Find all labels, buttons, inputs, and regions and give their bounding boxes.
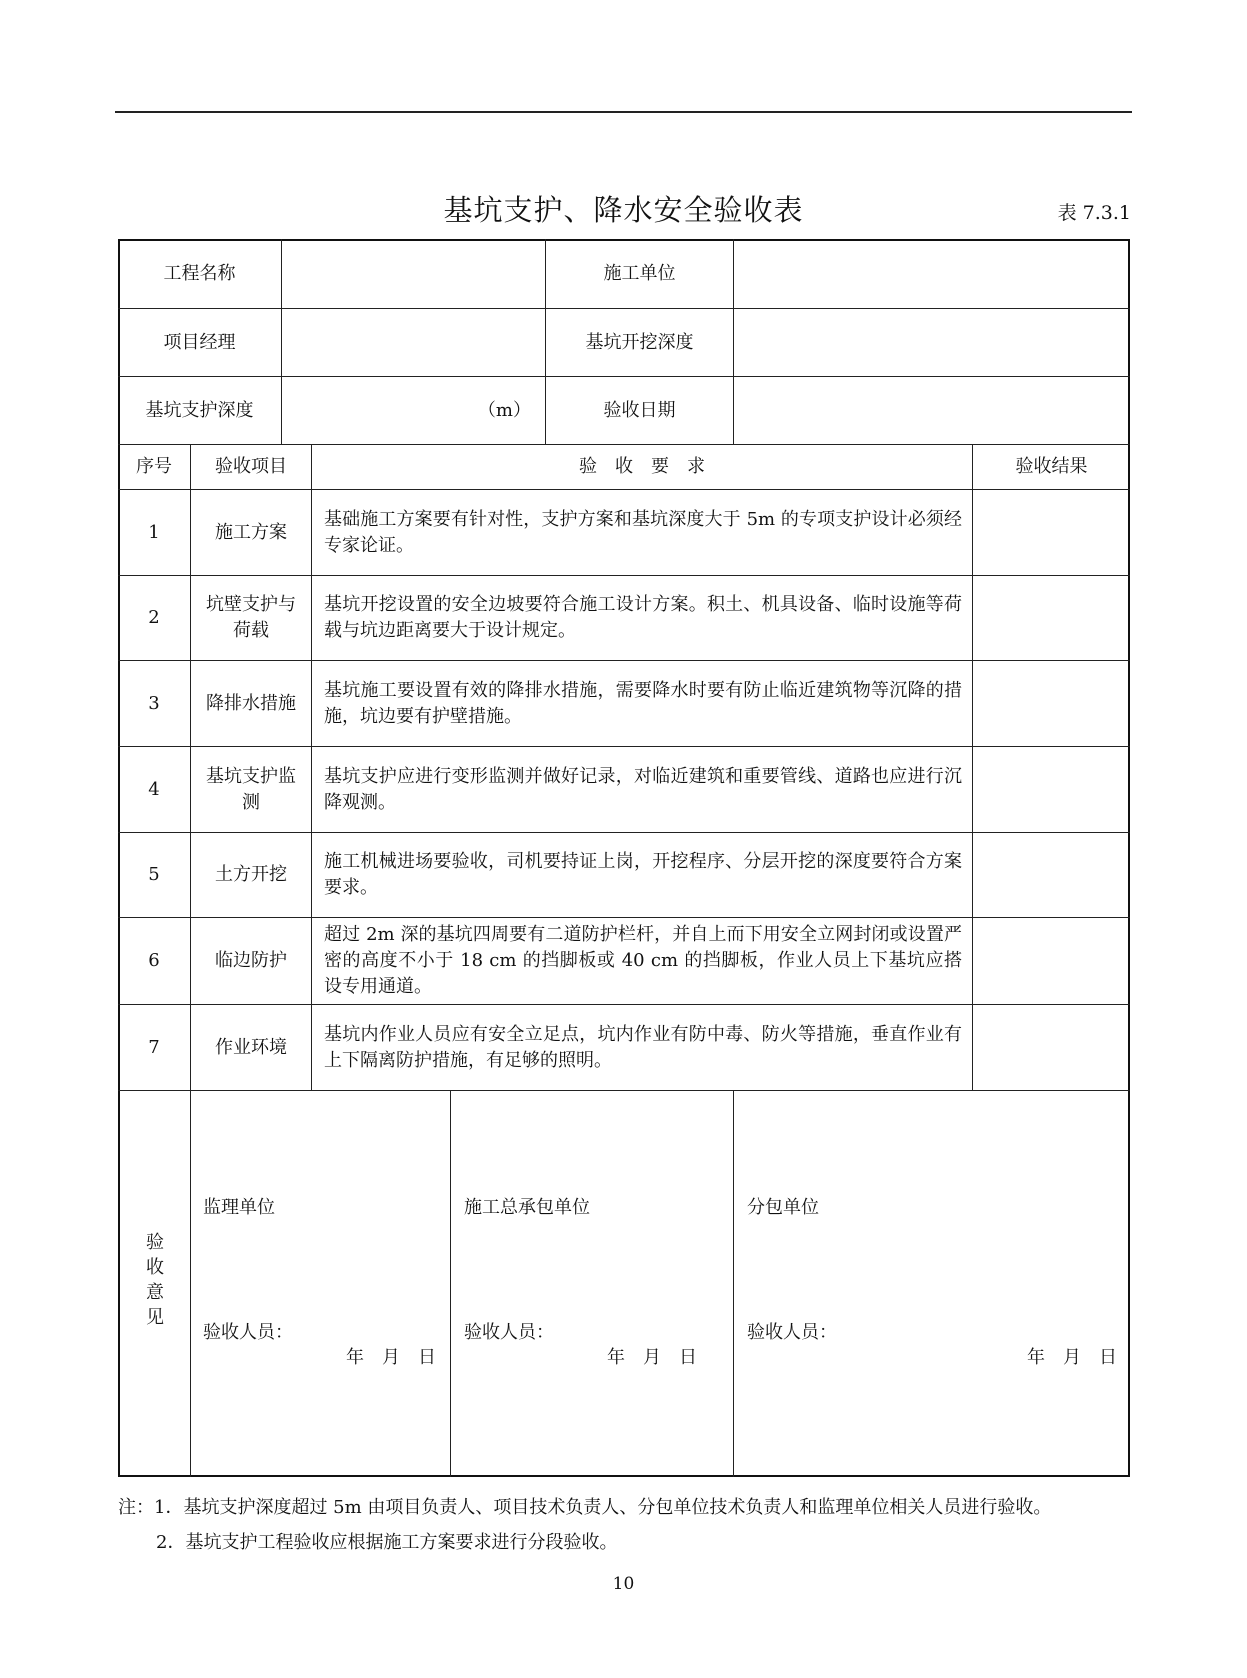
supervisor-inspector-label[interactable]: 验收人员：	[203, 1322, 293, 1343]
row-seq: 3	[148, 692, 160, 714]
column-header-seq: 序号	[136, 456, 172, 477]
row-seq: 2	[148, 607, 160, 628]
row-result-field[interactable]	[973, 490, 1130, 575]
column-header-result: 验收结果	[1015, 456, 1088, 477]
row-seq: 7	[148, 1036, 160, 1058]
row-seq: 6	[148, 950, 160, 971]
table-number: 表 7.3.1	[1057, 202, 1131, 224]
support-depth-field[interactable]	[282, 377, 545, 444]
col-divider	[733, 1090, 734, 1477]
subcontractor-inspector-label[interactable]: 验收人员：	[747, 1322, 837, 1343]
row-item: 坑壁支护与荷载	[206, 594, 296, 641]
page-number: 10	[612, 1574, 635, 1594]
col-divider	[190, 1090, 191, 1477]
row-requirement: 基坑内作业人员应有安全立足点，坑内作业有防中毒、防火等措施，垂直作业有上下隔离防护措施，有足够的照明。	[324, 1023, 962, 1071]
column-header-item: 验收项目	[215, 456, 287, 477]
notes	[118, 1490, 1051, 1560]
row-item: 降排水措施	[206, 692, 296, 714]
note-2: 2．基坑支护工程验收应根据施工方案要求进行分段验收。	[156, 1532, 618, 1553]
row-requirement: 基坑施工要设置有效的降排水措施，需要降水时要有防止临近建筑物等沉降的措施，坑边要有护壁措施。	[324, 679, 962, 727]
row-result-field[interactable]	[973, 918, 1130, 1004]
general-contractor-inspector-label[interactable]: 验收人员：	[464, 1322, 554, 1343]
row-item: 施工方案	[215, 521, 287, 543]
project-name-field[interactable]	[282, 239, 545, 308]
row-seq: 5	[148, 864, 160, 885]
manager-label: 项目经理	[163, 331, 236, 353]
subcontractor-label: 分包单位	[747, 1197, 819, 1218]
col-divider	[450, 1090, 451, 1477]
row-requirement: 超过 2m 深的基坑四周要有二道防护栏杆，并自上而下用安全立网封闭或设置严密的高度不小于 18 cm 的挡脚板或 40 cm 的挡脚板，作业人员上下基坑应搭设专用通道。	[324, 924, 962, 997]
row-item: 临边防护	[215, 950, 287, 971]
column-header-requirement: 验 收 要 求	[579, 456, 705, 477]
support-depth-label: 基坑支护深度	[145, 399, 254, 421]
manager-field[interactable]	[282, 309, 545, 376]
row-seq: 4	[148, 778, 160, 800]
support-depth-unit: （m）	[477, 399, 531, 421]
row-item: 土方开挖	[215, 864, 287, 885]
acceptance-date-label: 验收日期	[603, 399, 676, 421]
acceptance-date-field[interactable]	[734, 377, 1130, 444]
row-result-field[interactable]	[973, 1005, 1130, 1090]
row-result-field[interactable]	[973, 747, 1130, 832]
row-item: 作业环境	[215, 1036, 287, 1058]
general-contractor-label: 施工总承包单位	[464, 1197, 590, 1218]
row-requirement: 基础施工方案要有针对性，支护方案和基坑深度大于 5m 的专项支护设计必须经专家论证。	[324, 508, 962, 556]
project-name-label: 工程名称	[163, 262, 236, 284]
excavation-depth-field[interactable]	[734, 309, 1130, 376]
subcontractor-date-label[interactable]: 年 月 日	[1027, 1347, 1117, 1368]
acceptance-opinion-label: 验收意见	[146, 1232, 164, 1328]
row-seq: 1	[148, 521, 160, 543]
row-divider	[118, 1090, 1130, 1091]
header-rule	[115, 111, 1132, 113]
excavation-depth-label: 基坑开挖深度	[585, 331, 694, 353]
row-requirement: 基坑支护应进行变形监测并做好记录，对临近建筑和重要管线、道路也应进行沉降观测。	[324, 765, 962, 813]
row-requirement: 基坑开挖设置的安全边坡要符合施工设计方案。积土、机具设备、临时设施等荷载与坑边距离要大于设计规定。	[324, 594, 962, 641]
row-result-field[interactable]	[973, 576, 1130, 660]
row-result-field[interactable]	[973, 833, 1130, 917]
document-title: 基坑支护、降水安全验收表	[443, 193, 804, 227]
general-contractor-date-label[interactable]: 年 月 日	[607, 1347, 697, 1368]
contractor-label: 施工单位	[603, 262, 676, 284]
row-result-field[interactable]	[973, 661, 1130, 746]
row-requirement: 施工机械进场要验收，司机要持证上岗，开挖程序、分层开挖的深度要符合方案要求。	[324, 851, 962, 898]
note-1: 注：1．基坑支护深度超过 5m 由项目负责人、项目技术负责人、分包单位技术负责人和监理单位相关人员进行验收。	[118, 1497, 1052, 1518]
supervisor-unit-label: 监理单位	[203, 1197, 275, 1218]
supervisor-date-label[interactable]: 年 月 日	[346, 1347, 436, 1368]
row-item: 基坑支护监测	[206, 765, 296, 813]
contractor-field[interactable]	[734, 239, 1130, 308]
